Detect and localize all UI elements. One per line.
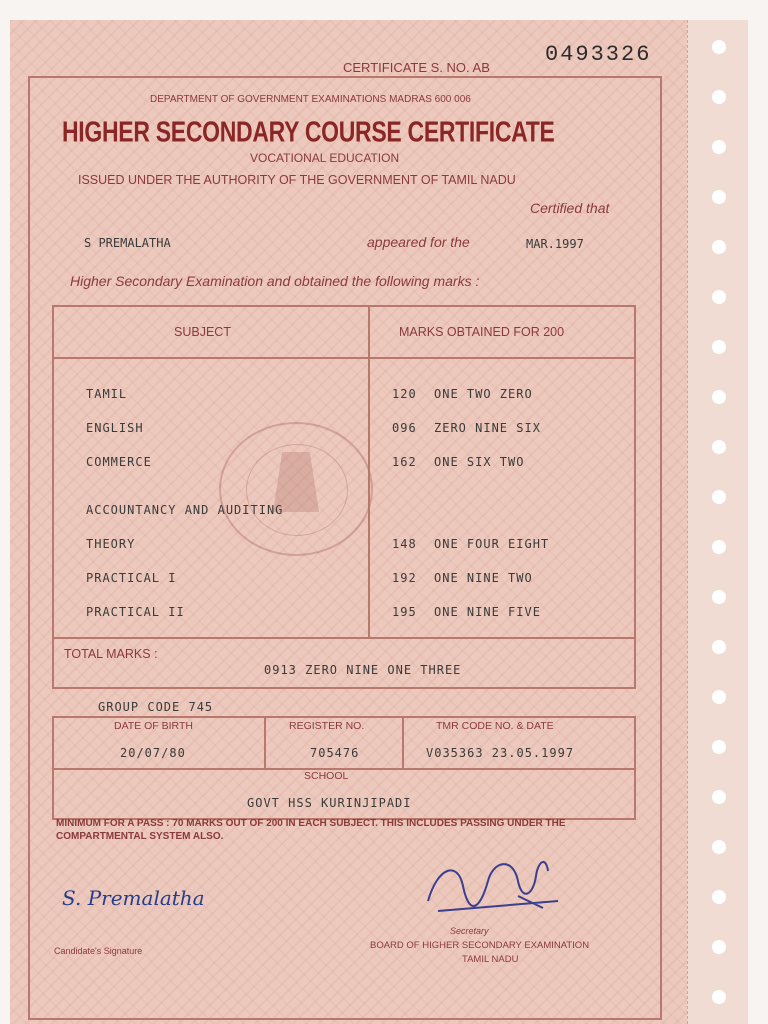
perforation-hole <box>712 540 726 554</box>
subject-cell: THEORY <box>86 537 136 551</box>
appeared-for-text: appeared for the <box>367 234 470 250</box>
total-marks-label: TOTAL MARKS : <box>64 647 158 661</box>
secretary-signature <box>418 846 568 926</box>
subject-cell: COMMERCE <box>86 455 152 469</box>
marks-cell: 096 <box>392 421 417 435</box>
school-label: SCHOOL <box>304 770 349 782</box>
dob-label: DATE OF BIRTH <box>114 720 193 732</box>
perforation-hole <box>712 440 726 454</box>
candidate-signature-label: Candidate's Signature <box>54 946 143 956</box>
perforation-hole <box>712 840 726 854</box>
tmr-label: TMR CODE NO. & DATE <box>436 720 554 732</box>
subject-cell: PRACTICAL I <box>86 571 177 585</box>
perforation-hole <box>712 890 726 904</box>
state-label: TAMIL NADU <box>462 954 519 965</box>
marks-table <box>52 305 636 689</box>
subject-cell: PRACTICAL II <box>86 605 185 619</box>
certificate-title: HIGHER SECONDARY COURSE CERTIFICATE <box>62 115 555 148</box>
exam-line: Higher Secondary Examination and obtained the following marks : <box>70 273 480 289</box>
subject-cell: TAMIL <box>86 387 128 401</box>
subject-cell: ENGLISH <box>86 421 144 435</box>
perforation-hole <box>712 90 726 104</box>
total-marks-value: 0913 ZERO NINE ONE THREE <box>264 663 462 677</box>
government-seal <box>219 422 373 556</box>
exam-session: MAR.1997 <box>526 237 584 251</box>
details-divider <box>264 718 266 768</box>
perforation-hole <box>712 190 726 204</box>
perforation-hole <box>712 740 726 754</box>
marks-cell: 195 <box>392 605 417 619</box>
marks-cell: 120 <box>392 387 417 401</box>
perforated-edge <box>687 20 748 1024</box>
marks-words-cell: ONE NINE TWO <box>434 571 533 585</box>
marks-cell: 148 <box>392 537 417 551</box>
issued-under-line: ISSUED UNDER THE AUTHORITY OF THE GOVERNMENT OF TAMIL NADU <box>78 173 516 187</box>
details-table <box>52 716 636 820</box>
marks-words-cell: ONE SIX TWO <box>434 455 525 469</box>
perforation-hole <box>712 790 726 804</box>
certified-that: Certified that <box>530 200 610 216</box>
header-rule <box>54 357 634 359</box>
perforation-hole <box>712 490 726 504</box>
marks-words-cell: ONE TWO ZERO <box>434 387 533 401</box>
marks-cell: 162 <box>392 455 417 469</box>
marks-header: MARKS OBTAINED FOR 200 <box>399 325 565 339</box>
perforation-hole <box>712 990 726 1004</box>
register-value: 705476 <box>310 746 360 760</box>
subject-header: SUBJECT <box>174 325 231 339</box>
certificate-paper <box>10 20 748 1024</box>
candidate-signature: S. Premalatha <box>62 886 205 910</box>
board-label: BOARD OF HIGHER SECONDARY EXAMINATION <box>370 940 590 951</box>
marks-words-cell: ONE NINE FIVE <box>434 605 541 619</box>
marks-words-cell: ONE FOUR EIGHT <box>434 537 550 551</box>
register-label: REGISTER NO. <box>289 720 365 732</box>
perforation-hole <box>712 290 726 304</box>
group-code: GROUP CODE 745 <box>98 700 214 714</box>
perforation-hole <box>712 590 726 604</box>
total-rule <box>54 637 634 639</box>
perforation-hole <box>712 340 726 354</box>
minimum-pass-note: MINIMUM FOR A PASS : 70 MARKS OUT OF 200 IN EACH SUBJECT. THIS INCLUDES PASSING UNDER THE COMPARTMENTAL SYSTEM ALSO. <box>56 818 566 842</box>
serial-label: CERTIFICATE S. NO. AB <box>343 60 490 75</box>
subject-cell: ACCOUNTANCY AND AUDITING <box>86 503 284 517</box>
perforation-hole <box>712 390 726 404</box>
dob-value: 20/07/80 <box>120 746 186 760</box>
perforation-hole <box>712 640 726 654</box>
perforation-hole <box>712 690 726 704</box>
perforation-hole <box>712 940 726 954</box>
tmr-value: V035363 23.05.1997 <box>426 746 575 760</box>
candidate-name: S PREMALATHA <box>84 236 171 250</box>
certificate-subtitle: VOCATIONAL EDUCATION <box>250 151 400 165</box>
secretary-label: Secretary <box>450 926 489 936</box>
perforation-hole <box>712 240 726 254</box>
perforation-hole <box>712 40 726 54</box>
perforation-hole <box>712 140 726 154</box>
serial-number: 0493326 <box>545 42 652 67</box>
marks-cell: 192 <box>392 571 417 585</box>
department-line: DEPARTMENT OF GOVERNMENT EXAMINATIONS MADRAS 600 006 <box>150 94 471 105</box>
details-divider <box>402 718 404 768</box>
school-value: GOVT HSS KURINJIPADI <box>247 796 412 810</box>
marks-words-cell: ZERO NINE SIX <box>434 421 541 435</box>
